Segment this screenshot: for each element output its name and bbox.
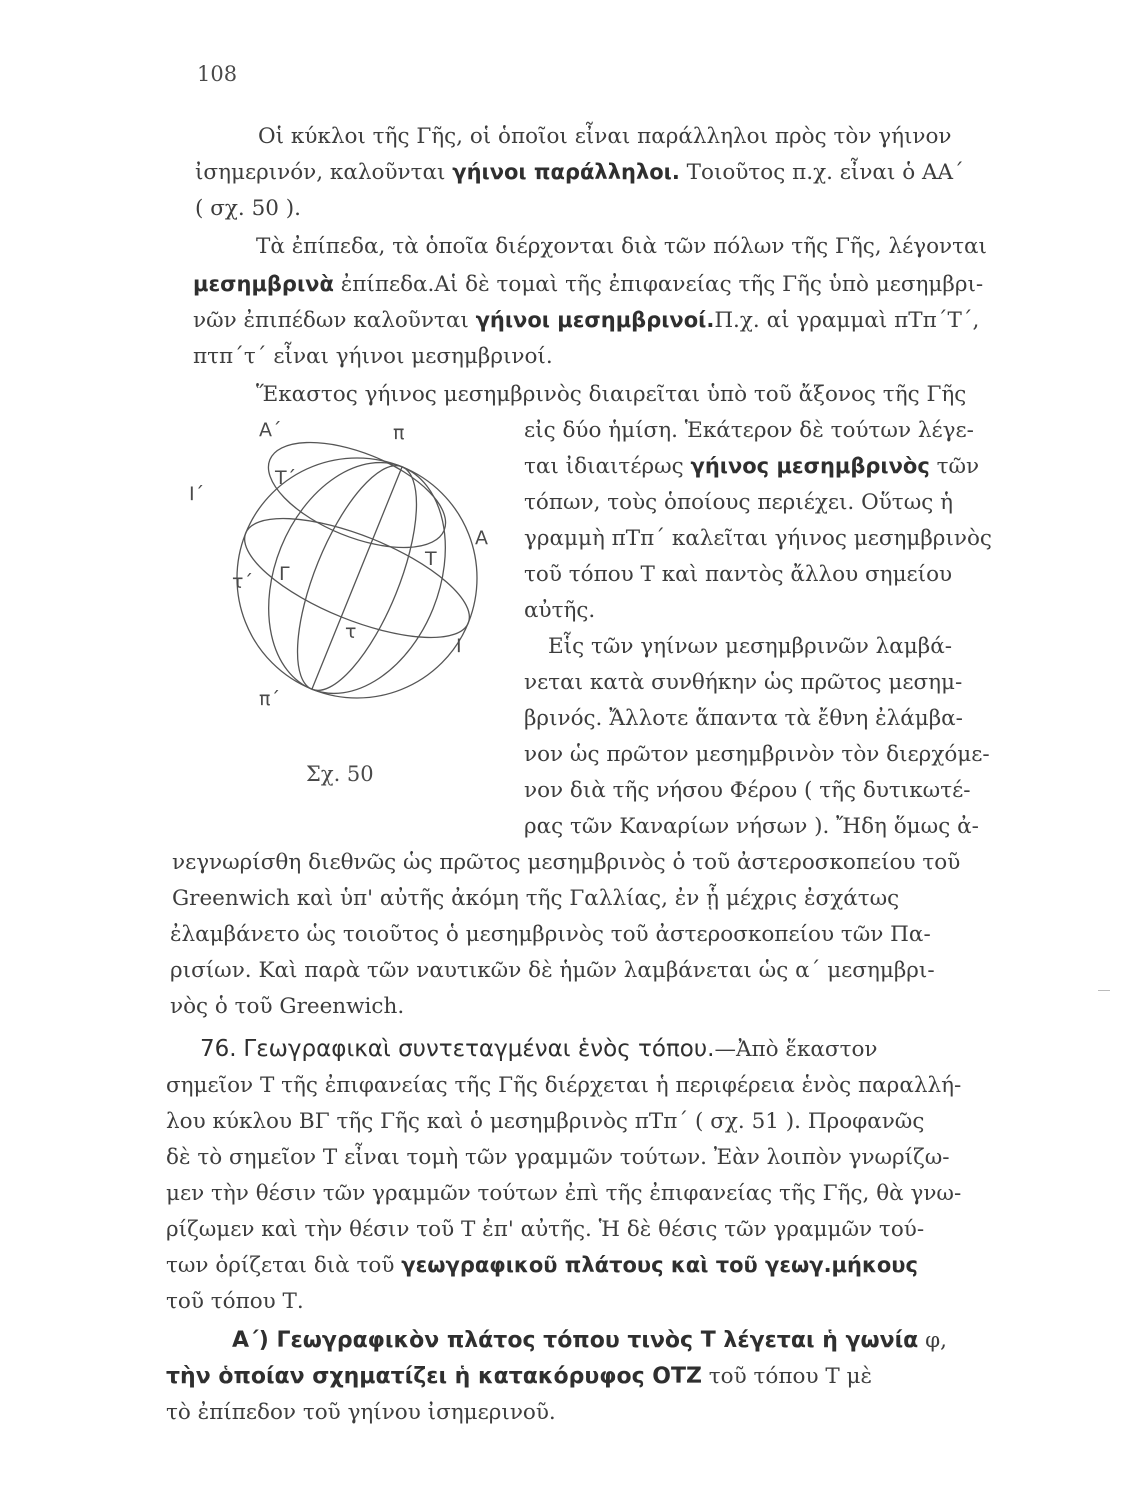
text-line: δὲ τὸ σημεῖον Τ εἶναι τομὴ τῶν γραμμῶν τούτων. Ἐὰν λοιπὸν γνωρίζω-: [166, 1145, 950, 1170]
text-run: τοῦ τόπου Τ μὲ: [701, 1364, 873, 1389]
text-line: [232, 1330, 947, 1352]
label-I: Ι: [456, 635, 462, 657]
text-run: των ὁρίζεται διὰ τοῦ: [166, 1253, 402, 1278]
text-line: [195, 162, 964, 184]
text-line: [166, 1366, 872, 1388]
text-line: ρίζωμεν καὶ τὴν θέσιν τοῦ Τ ἐπ' αὐτῆς. Ἡ δὲ θέσις τῶν γραμμῶν τού-: [166, 1217, 925, 1242]
text-line: νον διὰ τῆς νήσου Φέρου ( τῆς δυτικωτέ-: [524, 778, 971, 803]
text-line: Τὰ ἐπίπεδα, τὰ ὁποῖα διέρχονται διὰ τῶν πόλων τῆς Γῆς, λέγονται: [256, 234, 987, 259]
text-line: βρινός. Ἄλλοτε ἅπαντα τὰ ἔθνη ἐλάμβα-: [524, 706, 963, 731]
axis-line: [312, 467, 402, 689]
term-mesimvrina: μεσημβρινὰ: [193, 272, 334, 296]
text-line: τοῦ τόπου Τ καὶ παντὸς ἄλλου σημείου: [524, 562, 953, 587]
text-line: πτπ΄τ΄ εἶναι γήινοι μεσημβρινοί.: [193, 344, 553, 369]
label-Gamma: Γ: [279, 563, 290, 585]
section-76-line: [200, 1038, 878, 1061]
section-a-title: Α΄) Γεωγραφικὸν πλάτος τόπου τινὸς Τ λέγεται ἡ γωνία: [232, 1328, 919, 1353]
text-line: Εἷς τῶν γηίνων μεσημβρινῶν λαμβά-: [548, 634, 952, 659]
term-ginos-mesimvrinos: γήινος μεσημβρινὸς: [690, 454, 930, 478]
text-run: ἐπίπεδα.Αἱ δὲ τομαὶ τῆς ἐπιφανείας τῆς Γῆς ὑπὸ μεσημβρι-: [333, 272, 984, 297]
term-geografikou: γεωγραφικοῦ πλάτους καὶ τοῦ γεωγ.μήκους: [401, 1253, 918, 1277]
term-katakoryfos: τὴν ὁποίαν σχηματίζει ἡ κατακόρυφος ΟΤΖ: [166, 1364, 702, 1389]
text-line: ρισίων. Καὶ παρὰ τῶν ναυτικῶν δὲ ἡμῶν λαμβάνεται ὡς α΄ μεσημβρι-: [170, 958, 935, 983]
text-run: Π.χ. αἱ γραμμαὶ πΤπ΄Τ΄,: [714, 308, 980, 333]
text-line: ἐλαμβάνετο ὡς τοιοῦτος ὁ μεσημβρινὸς τοῦ ἀστεροσκοπείου τῶν Πα-: [170, 922, 931, 947]
text-line: [524, 456, 979, 478]
label-pi-prime: π΄: [259, 688, 280, 710]
text-line: νεται κατὰ συνθήκην ὡς πρῶτος μεσημ-: [524, 670, 963, 695]
label-tau: τ: [345, 621, 357, 643]
text-run: ται ἰδιαιτέρως: [524, 454, 691, 479]
text-line: [193, 274, 983, 296]
term-gineoi-mesimvrinoi: γήινοι μεσημβρινοί.: [475, 308, 715, 332]
margin-mark: [1098, 990, 1110, 991]
text-line: [166, 1255, 918, 1277]
text-line: νὸς ὁ τοῦ Greenwich.: [170, 994, 405, 1019]
text-line: νον ὡς πρῶτον μεσημβρινὸν τὸν διερχόμε-: [524, 742, 990, 767]
text-run: —Ἀπὸ ἕκαστον: [714, 1037, 878, 1062]
text-line: αὐτῆς.: [524, 598, 596, 623]
text-run: φ,: [918, 1328, 948, 1353]
text-line: τοῦ τόπου Τ.: [166, 1289, 304, 1314]
label-A: Α: [475, 527, 488, 549]
text-line: εἰς δύο ἡμίση. Ἑκάτερον δὲ τούτων λέγε-: [524, 418, 974, 443]
text-run: τῶν: [929, 454, 980, 479]
parallel-aa: [254, 421, 460, 569]
text-line: ρας τῶν Καναρίων νήσων ). Ἤδη ὅμως ἀ-: [524, 814, 979, 839]
text-line: λου κύκλου ΒΓ τῆς Γῆς καὶ ὁ μεσημβρινὸς πΤπ΄ ( σχ. 51 ). Προφανῶς: [166, 1109, 925, 1134]
label-pi: π: [393, 422, 405, 444]
page-number: 108: [197, 62, 238, 86]
text-line: ( σχ. 50 ).: [195, 196, 302, 221]
label-T-prime: Τ΄: [275, 467, 297, 489]
figure-50-globe: [185, 400, 505, 720]
section-number: 76.: [200, 1036, 237, 1062]
label-T: Τ: [425, 548, 437, 570]
text-line: [193, 310, 979, 332]
text-line: Greenwich καὶ ὑπ' αὐτῆς ἀκόμη τῆς Γαλλίας, ἐν ᾗ μέχρις ἐσχάτως: [172, 886, 900, 911]
text-line: νεγνωρίσθη διεθνῶς ὡς πρῶτος μεσημβρινὸς ὁ τοῦ ἀστεροσκοπείου τοῦ: [172, 850, 961, 875]
term-gineoi-paralliloi: γήινοι παράλληλοι.: [452, 160, 680, 184]
label-I-prime: Ι΄: [189, 483, 205, 505]
figure-caption: Σχ. 50: [306, 762, 374, 786]
label-tau-prime: τ΄: [232, 571, 253, 593]
text-line: τὸ ἐπίπεδον τοῦ γηίνου ἰσημερινοῦ.: [166, 1400, 556, 1425]
text-line: σημεῖον Τ τῆς ἐπιφανείας τῆς Γῆς διέρχεται ἡ περιφέρεια ἑνὸς παραλλή-: [166, 1073, 962, 1098]
text-line: Ἕκαστος γήινος μεσημβρινὸς διαιρεῖται ὑπὸ τοῦ ἄξονος τῆς Γῆς: [256, 382, 967, 407]
text-run: νῶν ἐπιπέδων καλοῦνται: [193, 308, 476, 333]
text-line: τόπων, τοὺς ὁποίους περιέχει. Οὕτως ἡ: [524, 490, 953, 515]
text-line: μεν τὴν θέσιν τῶν γραμμῶν τούτων ἐπὶ τῆς ἐπιφανείας τῆς Γῆς, θὰ γνω-: [166, 1181, 962, 1206]
text-run: ἰσημερινόν, καλοῦνται: [195, 160, 453, 185]
text-line: γραμμὴ πΤπ΄ καλεῖται γήινος μεσημβρινὸς: [524, 526, 992, 551]
text-line: Οἱ κύκλοι τῆς Γῆς, οἱ ὁποῖοι εἶναι παράλληλοι πρὸς τὸν γήινον: [258, 124, 952, 149]
text-run: Τοιοῦτος π.χ. εἶναι ὁ ΑΑ΄: [679, 160, 964, 185]
label-A-prime: Α΄: [259, 419, 282, 441]
section-title: Γεωγραφικαὶ συντεταγμέναι ἑνὸς τόπου.: [243, 1036, 715, 1062]
